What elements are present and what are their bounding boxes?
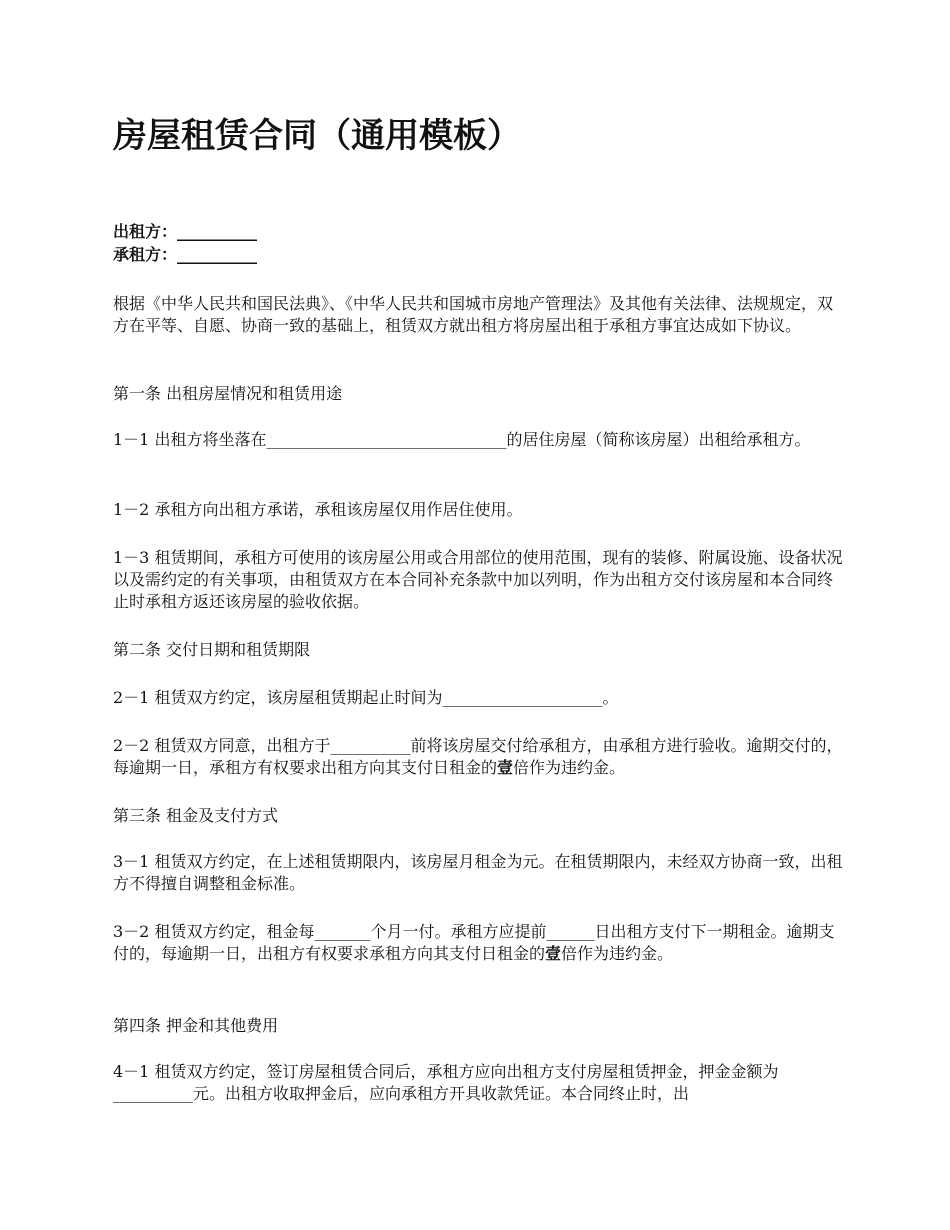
parties-block xyxy=(113,220,257,266)
clause-4-1: 4－1 租赁双方约定，签订房屋租赁合同后，承租方应向出租方支付房屋租赁押金，押金金额为__________元。出租方收取押金后，应向承租方开具收款凭证。本合同终止时，出 xyxy=(113,1062,779,1103)
lessee-line: 承租方：__________ xyxy=(113,245,258,264)
clause-3-2-text-a: 3－2 租赁双方约定，租金每_______个月一付。承租方应提前______日出租方支付下一期租金。逾期支付的，每逾期一日，出租方有权要求承租方向其支付日租金的 xyxy=(113,922,835,963)
clause-2-2 xyxy=(113,735,843,779)
clause-1-3: 1－3 租赁期间，承租方可使用的该房屋公用或合用部位的使用范围，现有的装修、附属设施、设备状况以及需约定的有关事项，由租赁双方在本合同补充条款中加以列明，作为出租方交付该房屋和本合同终止时承租方返还该房屋的验收依据。 xyxy=(113,548,843,611)
document-title: 房屋租赁合同（通用模板） xyxy=(113,116,521,156)
clause-3-2-multiplier: 壹 xyxy=(545,944,562,963)
clause-2-2-text-a: 2－2 租赁双方同意，出租方于__________前将该房屋交付给承租方，由承租方进行验收。逾期交付的，每逾期一日，承租方有权要求出租方向其支付日租金的 xyxy=(113,736,843,777)
intro-paragraph: 根据《中华人民共和国民法典》、《中华人民共和国城市房地产管理法》及其他有关法律、法规规定，双方在平等、自愿、协商一致的基础上，租赁双方就出租方将房屋出租于承租方事宜达成如下协议。 xyxy=(113,294,834,335)
clause-3-2-text-c: 倍作为违约金。 xyxy=(561,944,674,963)
clause-1-1: 1－1 出租方将坐落在______________________________的居住房屋（简称该房屋）出租给承租方。 xyxy=(113,430,811,449)
article-2-heading: 第二条 交付日期和租赁期限 xyxy=(113,640,311,659)
clause-2-1: 2－1 租赁双方约定，该房屋租赁期起止时间为____________________。 xyxy=(113,688,619,707)
article-4-heading: 第四条 押金和其他费用 xyxy=(113,1016,279,1035)
clause-1-2: 1－2 承租方向出租方承诺，承租该房屋仅用作居住使用。 xyxy=(113,500,523,519)
clause-3-1: 3－1 租赁双方约定，在上述租赁期限内，该房屋月租金为元。在租赁期限内，未经双方协商一致，出租方不得擅自调整租金标准。 xyxy=(113,852,843,893)
article-3-heading: 第三条 租金及支付方式 xyxy=(113,806,279,825)
lessor-line: 出租方：__________ xyxy=(113,222,258,241)
clause-2-2-text-c: 倍作为违约金。 xyxy=(513,758,626,777)
clause-3-2 xyxy=(113,921,843,965)
article-1-heading: 第一条 出租房屋情况和租赁用途 xyxy=(113,384,343,403)
clause-2-2-multiplier: 壹 xyxy=(497,758,514,777)
